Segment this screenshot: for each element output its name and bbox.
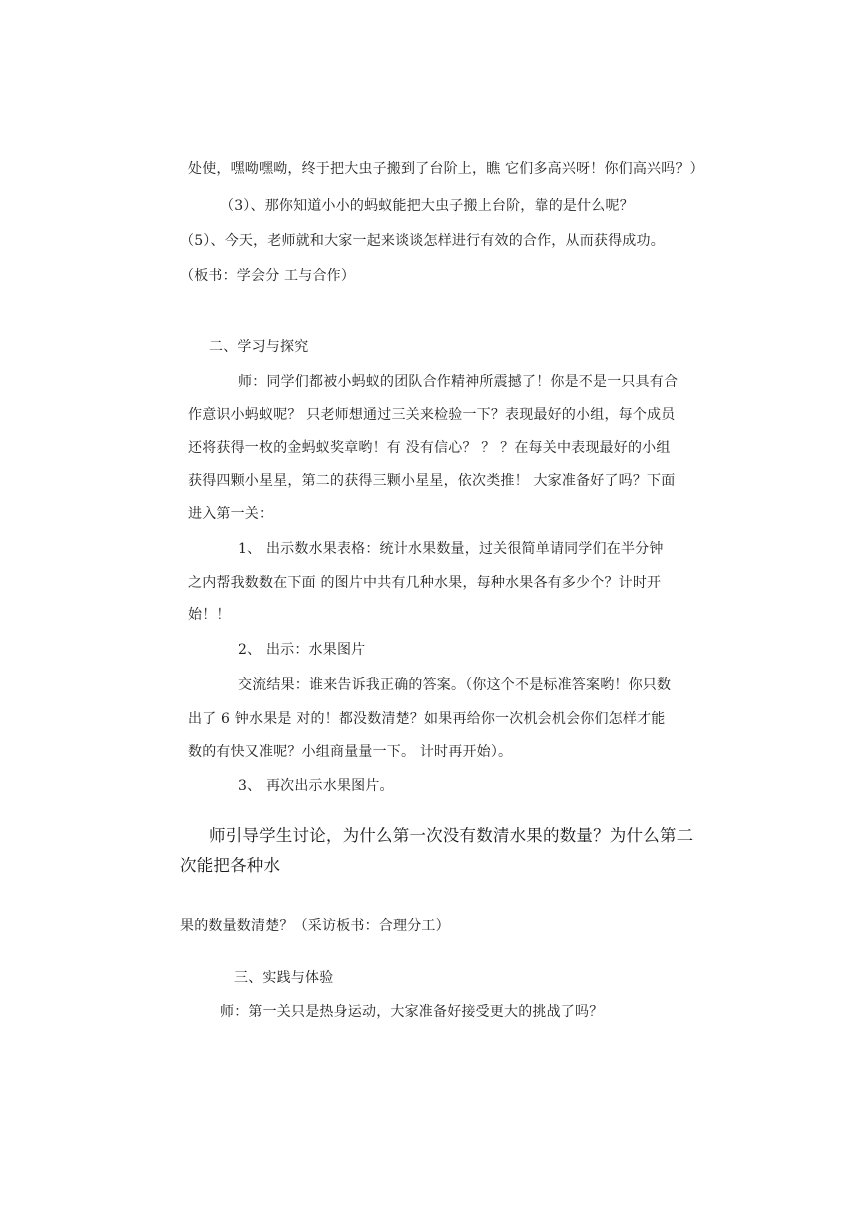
paragraph-line: 之内帮我数数在下面 的图片中共有几种水果，每种水果各有多少个？计时开 [188,575,662,591]
paragraph-line: 出了 6 钟水果是 对的！都没数清楚？如果再给你一次机会机会你们怎样才能 [188,711,666,727]
paragraph-line: （5）、今天，老师就和大家一起来谈谈怎样进行有效的合作，从而获得成功。 [180,233,665,249]
section-heading: 三、实践与体验 [234,970,334,986]
list-item: 1、 出示数水果表格：统计水果数量，过关很简单请同学们在半分钟 [238,541,664,557]
paragraph-line: 获得四颗小星星，第二的获得三颗小星星，依次类推！ 大家准备好了吗？下面 [188,473,676,489]
paragraph-line: 师：同学们都被小蚂蚁的团队合作精神所震撼了！你是不是一只具有合 [238,374,679,390]
board-note: （板书：学会分 工与合作） [180,268,356,284]
list-item: 2、 出示：水果图片 [238,642,366,658]
paragraph-line: 还将获得一枚的金蚂蚁奖章哟！有 没有信心？ ？ ？在每关中表现最好的小组 [188,440,671,456]
paragraph-line: 作意识小蚂蚁呢？ 只老师想通过三关来检验一下？表现最好的小组，每个成员 [188,407,676,423]
paragraph-line: 次能把各种水 [180,856,281,875]
paragraph-line: 始！！ [188,607,231,623]
paragraph-line: 处使，嘿呦嘿呦，终于把大虫子搬到了台阶上，瞧 它们多高兴呀！你们高兴吗？） [188,161,704,177]
paragraph-line: 师：第一关只是热身运动，大家准备好接受更大的挑战了吗？ [220,1004,604,1020]
paragraph-line: 交流结果：谁来告诉我正确的答案。（你这个不是标准答案哟！你只数 [238,677,672,693]
paragraph-line: 数的有快又准呢？小组商量量一下。 计时再开始）。 [188,744,513,760]
paragraph-line: 师引导学生讨论，为什么第一次没有数清水果的数量？为什么第二 [209,826,694,845]
paragraph-line: （3）、那你知道小小的蚂蚁能把大虫子搬上台阶，靠的是什么呢？ [220,198,634,214]
list-item: 3、 再次出示水果图片。 [238,778,394,794]
paragraph-line: 果的数量数清楚？（采访板书：合理分工） [180,918,450,934]
paragraph-line: 进入第一关： [188,506,274,522]
section-heading: 二、学习与探究 [209,339,309,355]
